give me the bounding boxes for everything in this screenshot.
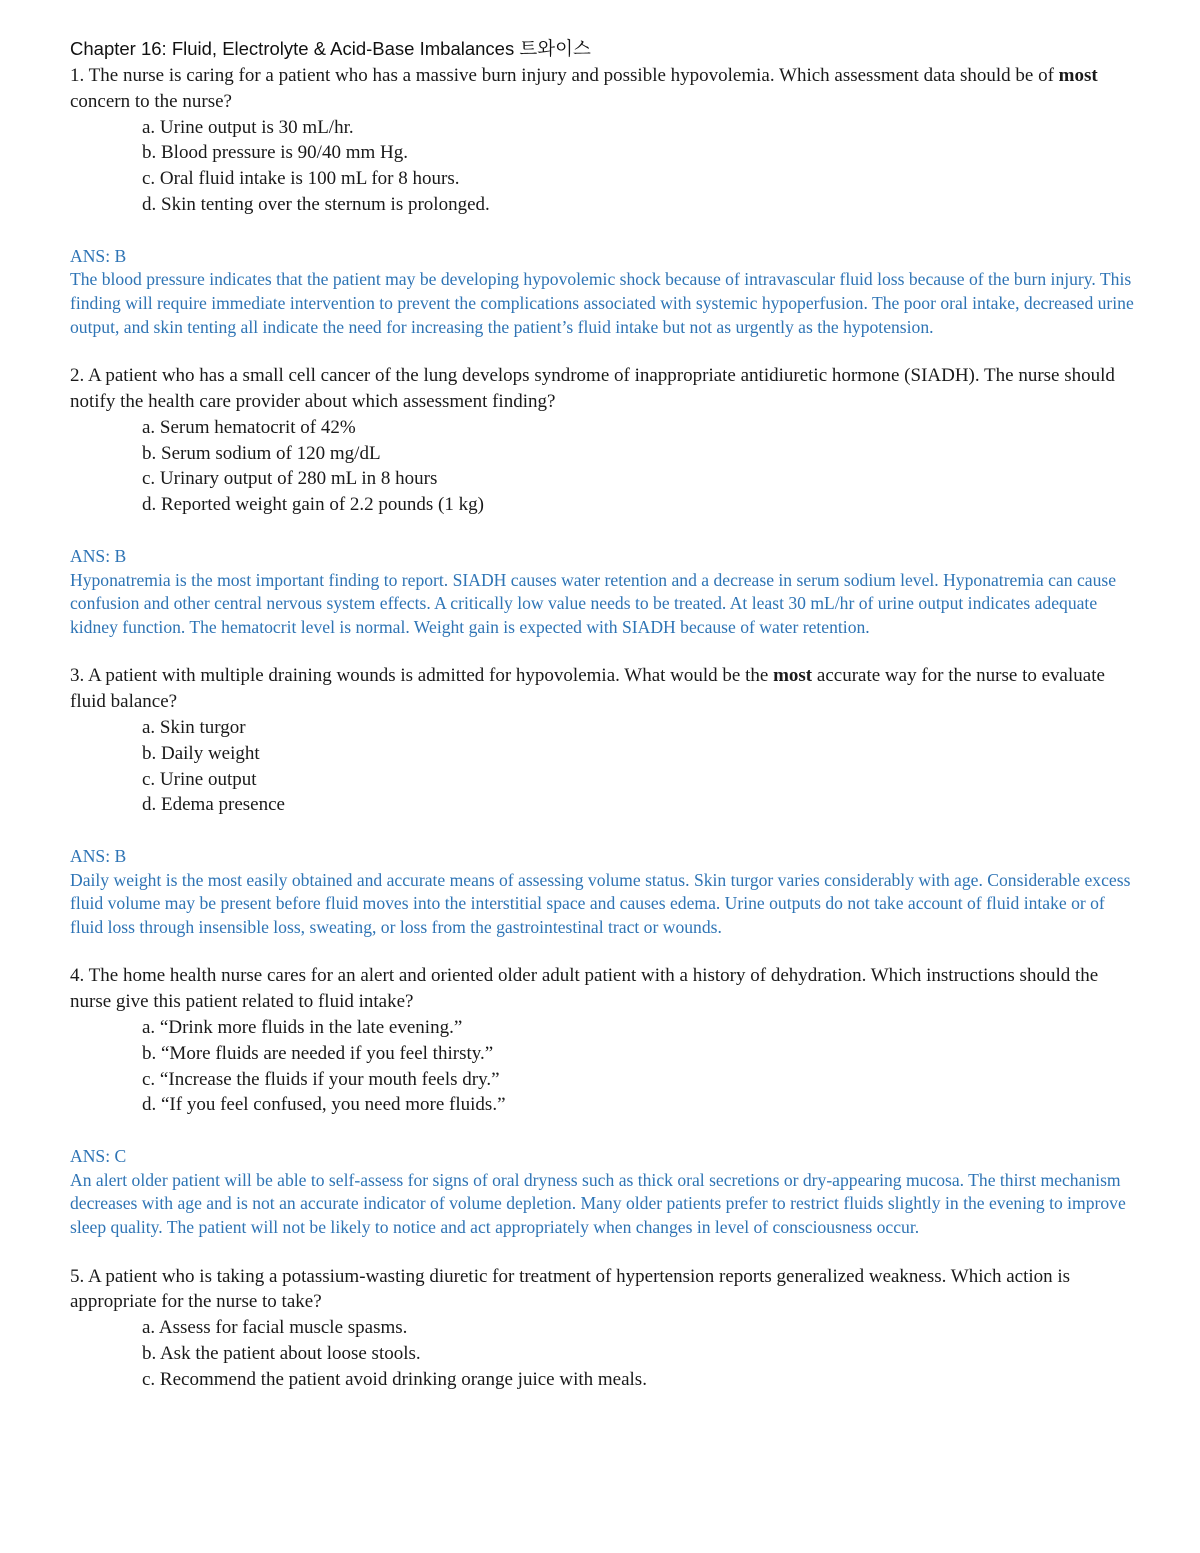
- document-page: [70, 36, 1140, 1417]
- question-block: [70, 363, 1140, 639]
- question-stem: 1. The nurse is caring for a patient who has a massive burn injury and possible hypovolemia. Which assessment data should be of most concern to the nurse?: [70, 65, 1098, 112]
- option: c. Urine output: [142, 768, 257, 790]
- option: a. Serum hematocrit of 42%: [142, 416, 356, 438]
- option: d. Edema presence: [142, 794, 285, 816]
- question-block: [70, 1264, 1140, 1393]
- chapter-title: Chapter 16: Fluid, Electrolyte & Acid-Base Imbalances 트와이스: [70, 38, 591, 59]
- answer-key: ANS: C: [70, 1146, 127, 1167]
- answer-section: [70, 1145, 1140, 1239]
- question-stem: 4. The home health nurse cares for an alert and oriented older adult patient with a history of dehydration. Which instructions should the nurse give this patient related to fluid intake?: [70, 965, 1099, 1013]
- answer-key: ANS: B: [70, 545, 127, 566]
- option: b. Ask the patient about loose stools.: [142, 1343, 421, 1365]
- option-list: [70, 115, 1140, 218]
- rationale: The blood pressure indicates that the patient may be developing hypovolemic shock because of intravascular fluid loss because of the burn injury. This finding will require immediate intervention to prevent the complications associated with systemic hypoperfusion. The poor oral intake, decreased urine output, and skin tenting all indicate the need for increasing the patient’s fluid intake but not as urgently as the hypotension.: [70, 269, 1134, 337]
- question-block: [70, 63, 1140, 339]
- question-block: [70, 663, 1140, 939]
- rationale: Hyponatremia is the most important finding to report. SIADH causes water retention and a decrease in serum sodium level. Hyponatremia can cause confusion and other central nervous system effects. A critically low value needs to be treated. At least 30 mL/hr of urine output indicates adequate kidney function. The hematocrit level is normal. Weight gain is expected with SIADH because of water retention.: [70, 569, 1117, 637]
- option: d. “If you feel confused, you need more fluids.”: [142, 1094, 506, 1116]
- option: c. Urinary output of 280 mL in 8 hours: [142, 468, 438, 490]
- option-list: [70, 715, 1140, 818]
- option-list: [70, 415, 1140, 518]
- option: b. Serum sodium of 120 mg/dL: [142, 442, 381, 464]
- option: d. Skin tenting over the sternum is prolonged.: [142, 193, 490, 215]
- emphasis: most: [773, 665, 813, 687]
- answer-section: [70, 245, 1140, 339]
- question-stem: 2. A patient who has a small cell cancer of the lung develops syndrome of inappropriate antidiuretic hormone (SIADH). The nurse should notify the health care provider about which assessment finding?: [70, 365, 1115, 412]
- option: a. Urine output is 30 mL/hr.: [142, 116, 354, 138]
- option: c. Recommend the patient avoid drinking orange juice with meals.: [142, 1368, 647, 1390]
- option-list: [70, 1315, 1140, 1392]
- answer-key: ANS: B: [70, 846, 127, 867]
- question-stem: 5. A patient who is taking a potassium-wasting diuretic for treatment of hypertension reports generalized weakness. Which action is appropriate for the nurse to take?: [70, 1265, 1071, 1313]
- option-list: [70, 1015, 1140, 1118]
- option: a. “Drink more fluids in the late evening.”: [142, 1017, 463, 1039]
- option: a. Skin turgor: [142, 716, 246, 738]
- answer-section: [70, 545, 1140, 639]
- rationale: Daily weight is the most easily obtained and accurate means of assessing volume status. Skin turgor varies considerably with age. Considerable excess fluid volume may be present before fluid moves into the interstitial space and causes edema. Urine outputs do not take account of fluid intake or of fluid loss through insensible loss, sweating, or loss from the gastrointestinal tract or wounds.: [70, 869, 1131, 937]
- option: d. Reported weight gain of 2.2 pounds (1 kg): [142, 494, 484, 516]
- option: b. Blood pressure is 90/40 mm Hg.: [142, 142, 408, 164]
- option: c. “Increase the fluids if your mouth feels dry.”: [142, 1068, 500, 1090]
- answer-section: [70, 845, 1140, 939]
- option: a. Assess for facial muscle spasms.: [142, 1317, 408, 1339]
- answer-key: ANS: B: [70, 245, 127, 266]
- rationale: An alert older patient will be able to self-assess for signs of oral dryness such as thick oral secretions or dry-appearing mucosa. The thirst mechanism decreases with age and is not an accurate indicator of volume depletion. Many older patients prefer to restrict fluids slightly in the evening to improve sleep quality. The patient will not be likely to notice and act appropriately when changes in level of consciousness occur.: [70, 1169, 1126, 1238]
- option: b. Daily weight: [142, 742, 260, 764]
- question-block: [70, 963, 1140, 1239]
- question-stem: 3. A patient with multiple draining wounds is admitted for hypovolemia. What would be the most accurate way for the nurse to evaluate fluid balance?: [70, 665, 1105, 713]
- option: c. Oral fluid intake is 100 mL for 8 hours.: [142, 168, 460, 190]
- option: b. “More fluids are needed if you feel thirsty.”: [142, 1042, 494, 1064]
- emphasis: most: [1058, 65, 1098, 86]
